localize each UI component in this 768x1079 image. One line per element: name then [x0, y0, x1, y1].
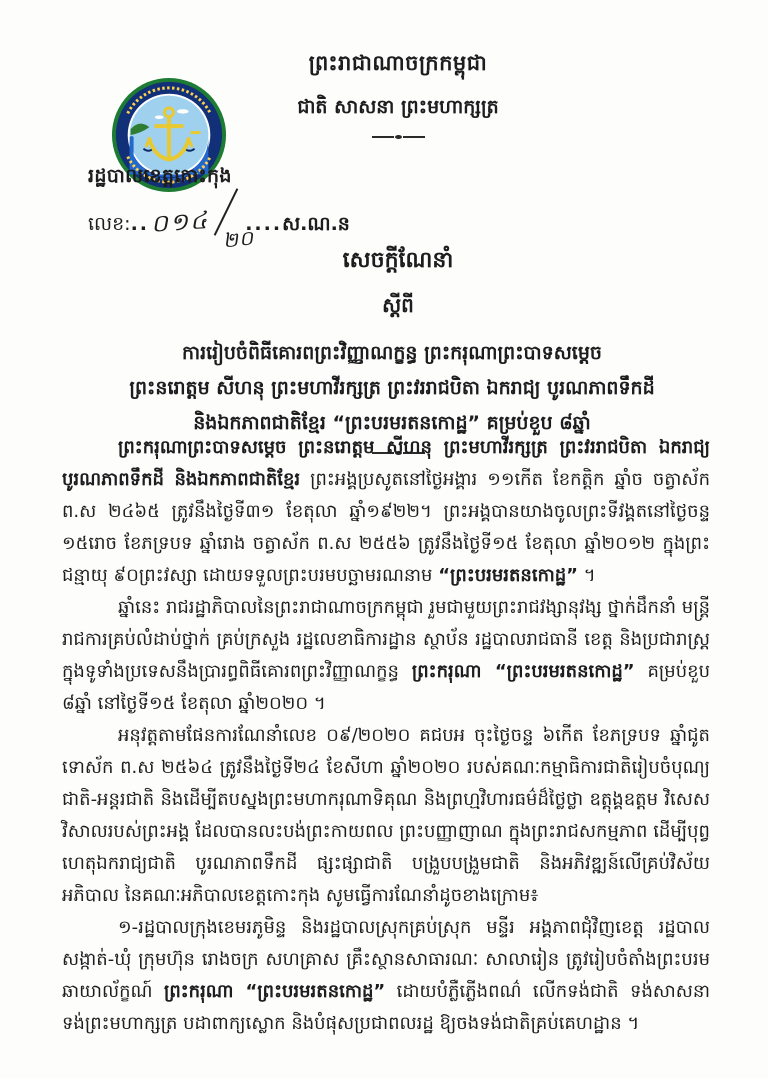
paragraph-text-segment: ព្រះអង្គប្រសូតនៅថ្ងៃអង្គារ ១១កើត ខែកត្តិក ឆ្នាំច ចត្វាស័ក ព.ស ២៤៦៥ ត្រូវនឹងថ្ងៃទី៣១ ខែតុលា ឆ្នាំ១៩២២។ ព្រះអង្គបានយាងចូលព្រះទីវង្គតនៅថ្ងៃចន្ទ ១៥រោច ខែភទ្របទ ឆ្នាំរោង ចត្វាស័ក ព.ស ២៥៥៦ ត្រូវនឹងថ្ងៃទី១៥ ខែតុលា ឆ្នាំ២០១២ ក្នុងព្រះជន្មាយុ ៩០ព្រះវស្សា ដោយទទួលព្រះបរមបច្ឆាមរណនាម — [62, 469, 710, 586]
paragraph-bold-segment: ព្រះករុណាព្រះបាទសម្តេច ព្រះនរោត្តម សីហនុ ព្រះមហាវីរក្សត្រ ព្រះវររាជបិតា ឯករាជ្យ បូរណភាពទឹកដី និងឯកភាពជាតិខ្មែរ — [62, 437, 710, 490]
subject-lines — [0, 336, 768, 441]
paragraph-text-segment: ១-រដ្ឋបាលក្រុងខេមរភូមិន្ទ និងរដ្ឋបាលស្រុកគ្រប់ស្រុក មន្ទីរ អង្គភាពជុំវិញខេត្ត រដ្ឋបាលសង្កាត់-ឃុំ ក្រុមហ៊ុន រោងចក្រ សហគ្រាស គ្រឹះស្ថានសាធារណៈ សាលារៀន ត្រូវរៀបចំតាំងព្រះបរមឆាយាល័ក្ខណ៍ — [62, 917, 710, 1002]
body-paragraph — [62, 592, 710, 720]
paragraph-text-segment: ឆ្នាំនេះ រាជរដ្ឋាភិបាលនៃព្រះរាជាណាចក្រកម្ពុជា រួមជាមួយព្រះរាជវង្សានុវង្ស ថ្នាក់ដឹកនាំ មន្ត្រីរាជការគ្រប់លំដាប់ថ្នាក់ គ្រប់ក្រសួង រដ្ឋលេខាធិការដ្ឋាន ស្ថាប័ន រដ្ឋបាលរាជធានី ខេត្ត និងប្រជារាស្ត្រ ក្នុងទូទាំងប្រទេសនឹងប្រារព្ធពិធីគោរពព្រះវិញ្ញាណក្ខន្ធ — [62, 597, 710, 682]
subject-about-label: ស្តីពី — [382, 293, 414, 317]
reference-fraction — [211, 200, 256, 253]
paragraph-text-segment: ដោយបំភ្លឺភ្លើងពណ៌ លើកទង់ជាតិ ទង់សាសនា ទង់ព្រះមហាក្សត្រ បដាពាក្យស្លោក និងបំផុសប្រជាពលរដ្ឋ ឱ្យចងទង់ជាតិគ្រប់គេហដ្ឋាន ។ — [62, 981, 710, 1034]
body-paragraph — [62, 912, 710, 1040]
subject-line-2: ព្រះនរោត្តម សីហនុ ព្រះមហាវីរក្សត្រ ព្រះវររាជបិតា ឯករាជ្យ បូរណភាពទឹកដី — [129, 377, 655, 399]
paragraph-text-segment: ។ — [577, 565, 596, 586]
document-title-block — [0, 246, 768, 455]
reference-label: លេខ: — [88, 213, 131, 235]
paragraph-bold-segment: ព្រះករុណា “ព្រះបរមរតនកោដ្ឋ” — [163, 981, 386, 1002]
paragraph-text-segment: គម្រប់ខួប ៨ឆ្នាំ នៅថ្ងៃទី១៥ ខែតុលា ឆ្នាំ២០២០ ។ — [62, 661, 710, 714]
paragraph-bold-segment: “ព្រះបរមរតនកោដ្ឋ” — [438, 565, 578, 586]
reference-suffix: ស.ណ.ន — [282, 213, 350, 235]
letterhead — [88, 164, 350, 258]
document-type-title: សេចក្តីណែនាំ — [342, 248, 454, 273]
subject-line-3: និងឯកភាពជាតិខ្មែរ “ព្រះបរមរតនកោដ្ឋ” គម្រប់ខួប ៨ឆ្នាំ — [193, 412, 591, 434]
reference-dots-left: .. — [130, 213, 150, 235]
reference-number-handwritten: ០១៤ — [149, 206, 210, 239]
document-body — [62, 432, 710, 1040]
paragraph-text-segment: អនុវត្តតាមផែនការណែនាំលេខ ០៩/២០២០ គជបអ ចុះថ្ងៃចន្ទ ៦កើត ខែភទ្របទ ឆ្នាំជូត ទោស័ក ព.ស ២៥៦៤ ត្រូវនឹងថ្ងៃទី២៤ ខែសីហា ឆ្នាំ២០២០ របស់គណៈកម្មាធិការជាតិរៀបចំបុណ្យជាតិ-អន្តរជាតិ និងដើម្បីតបស្នងព្រះមហាករុណាទិគុណ និងព្រហ្មវិហារធម៌ដ៏ថ្លៃថ្លា ឧត្តុង្គឧត្តម វិសេសវិសាលរបស់ព្រះអង្គ ដែលបានលះបង់ព្រះកាយពល ព្រះបញ្ញាញាណ ក្នុងព្រះរាជសកម្មភាព ដើម្បីបុព្វហេតុឯករាជ្យជាតិ បូរណភាពទឹកដី ផ្សះផ្សាជាតិ បង្រួបបង្រួមជាតិ និងអភិវឌ្ឍន៍លើគ្រប់វិស័យ អភិបាល នៃគណៈអភិបាលខេត្តកោះកុង សូមធ្វើការណែនាំដូចខាងក្រោម៖ — [62, 725, 710, 906]
kingdom-motto-line2: ជាតិ សាសនា ព្រះមហាក្សត្រ — [297, 96, 499, 118]
reference-year-handwritten: ២០ — [221, 225, 256, 253]
ornament-knot — [395, 135, 402, 139]
subject-line-1: ការរៀបចំពិធីគោរពព្រះវិញ្ញាណក្ខន្ធ ព្រះករុណាព្រះបាទសម្តេច — [182, 342, 602, 364]
administration-name: រដ្ឋបាលខេត្តកោះកុង — [88, 165, 232, 187]
reference-dots-right: .... — [245, 213, 283, 235]
body-paragraph — [62, 720, 710, 912]
paragraph-bold-segment: ព្រះករុណា “ព្រះបរមរតនកោដ្ឋ” — [411, 661, 635, 682]
body-paragraph — [62, 432, 710, 592]
kingdom-motto-line1: ព្រះរាជាណាចក្រកម្ពុជា — [308, 51, 488, 75]
